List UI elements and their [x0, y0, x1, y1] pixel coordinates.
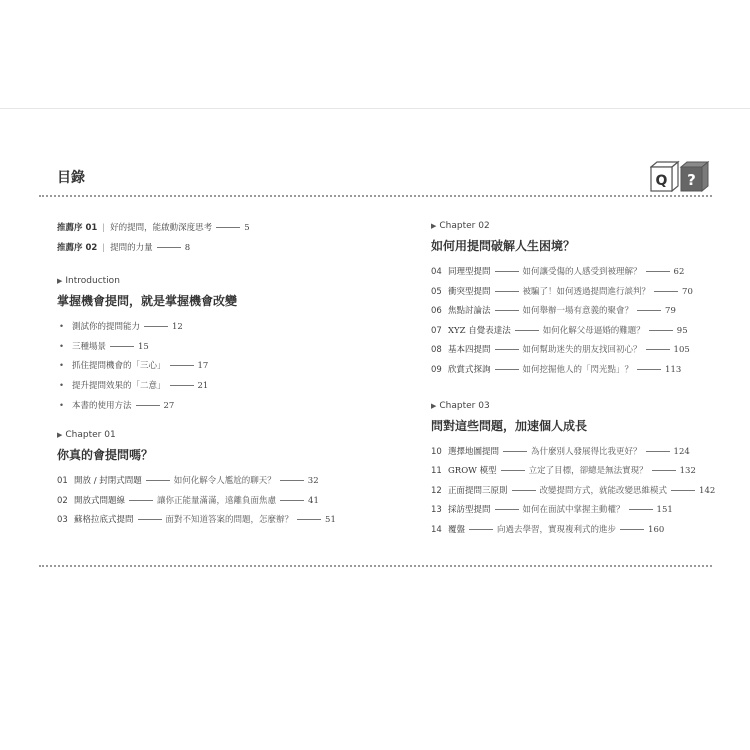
leader-line [280, 500, 304, 501]
entry-subtitle: 如何化解父母逼婚的難題？ [542, 325, 645, 336]
qa-cube-logo [650, 160, 710, 192]
entry-subtitle: 被騙了！如何透過提問進行談判？ [522, 286, 651, 297]
leader-line [646, 349, 670, 350]
entry-number: 04 [431, 267, 442, 277]
page-number: 105 [673, 345, 690, 356]
leader-line [637, 310, 661, 311]
entry-subtitle: 為什麼別人發展得比我更好？ [531, 446, 642, 457]
page-number: 51 [325, 515, 336, 526]
entry-name: 同理型提問 [448, 267, 491, 277]
leader-line [469, 529, 493, 530]
entry-name: GROW 模型 [448, 466, 497, 477]
leader-line [649, 330, 673, 331]
leader-line [495, 291, 519, 292]
page-number: 62 [673, 267, 685, 277]
footer-dotted-divider [39, 565, 712, 567]
entry-number: 03 [57, 515, 68, 526]
page-number: 124 [673, 446, 690, 457]
chapter-entry[interactable] [431, 521, 750, 541]
page-number: 70 [682, 286, 693, 297]
leader-line [216, 227, 240, 228]
leader-line [136, 405, 160, 406]
entry-subtitle: 如何化解令人尷尬的聊天？ [173, 476, 276, 487]
entry-number: 06 [431, 306, 442, 317]
page-number: 160 [648, 524, 665, 535]
entry-number: 12 [431, 485, 442, 496]
entry-name: 選擇地圖提問 [448, 446, 500, 457]
entry-number: 02 [57, 495, 68, 506]
leader-line [495, 349, 519, 350]
leader-line [170, 385, 194, 386]
leader-line [637, 369, 661, 370]
page-number: 12 [172, 322, 183, 333]
intro-entry[interactable] [57, 318, 377, 338]
leader-line [495, 509, 519, 510]
page-number: 113 [665, 364, 682, 375]
page-number: 151 [656, 505, 673, 516]
leader-line [297, 519, 321, 520]
chapter-title[interactable]: 問對這些問題，加速個人成長 [431, 418, 588, 433]
leader-line [495, 310, 519, 311]
entry-number: 08 [431, 345, 442, 356]
chapter-label: ▶ Chapter 01 [57, 430, 116, 441]
preface-label: 推薦序 02 [57, 242, 98, 253]
preface-label: 推薦序 01 [57, 223, 98, 233]
bullet-dot-icon: • [59, 341, 65, 352]
entry-name: 焦點討論法 [448, 306, 491, 317]
intro-entry[interactable] [57, 338, 377, 358]
leader-line [512, 490, 536, 491]
page-number: 95 [676, 325, 688, 336]
entry-subtitle: 改變提問方式，就能改變思維模式 [539, 485, 668, 496]
entry-name: 開放式問題線 [74, 495, 126, 506]
chapter-entry[interactable] [57, 511, 377, 531]
entry-title: 本書的使用方法 [72, 400, 132, 411]
leader-line [495, 271, 519, 272]
chapter-entry[interactable] [431, 361, 750, 381]
entry-subtitle: 如何在面試中掌握主動權？ [522, 505, 625, 516]
triangle-bullet-icon: ▶ [57, 431, 63, 440]
bullet-dot-icon: • [59, 322, 65, 333]
entry-subtitle: 向過去學習，實現複利式的進步 [497, 524, 617, 535]
intro-entry[interactable] [57, 397, 377, 417]
preface-entry[interactable] [57, 239, 377, 259]
leader-line [280, 480, 304, 481]
chapter-title[interactable]: 你真的會提問嗎？ [57, 448, 154, 463]
section-label: ▶ Introduction [57, 276, 120, 287]
entry-subtitle: 如何舉辦一場有意義的聚會？ [522, 306, 634, 317]
page-number: 41 [308, 495, 319, 506]
preface-title: 好的提問，能啟動深度思考 [110, 223, 213, 233]
leader-line [129, 500, 153, 501]
question-cube-icon [681, 162, 708, 191]
page-number: 27 [163, 400, 175, 411]
page-number: 8 [184, 242, 191, 253]
chapter-entry[interactable] [431, 341, 750, 361]
chapter-label: ▶ Chapter 03 [431, 400, 490, 411]
page-number: 15 [138, 341, 149, 352]
leader-line [515, 330, 539, 331]
intro-entry[interactable] [57, 357, 377, 377]
leader-line [620, 529, 644, 530]
preface-entry[interactable] [57, 219, 377, 239]
entry-subtitle: 如何讓受傷的人感受到被理解？ [522, 267, 642, 277]
leader-line [495, 369, 519, 370]
leader-line [671, 490, 695, 491]
entry-number: 09 [431, 364, 442, 375]
chapter-entry[interactable] [431, 302, 750, 322]
entry-name: 正面提問三原則 [448, 485, 508, 496]
page-number: 142 [699, 485, 716, 496]
question-cube-side [702, 162, 708, 191]
triangle-bullet-icon: ▶ [431, 222, 437, 230]
entry-name: 衝突型提問 [448, 286, 491, 297]
leader-line [157, 247, 181, 248]
entry-name: 開放 / 封閉式問題 [74, 476, 142, 487]
page-number: 21 [197, 380, 209, 391]
page-number: 5 [244, 223, 250, 233]
entry-number: 01 [57, 476, 68, 487]
entry-number: 10 [431, 446, 442, 457]
entry-title: 測試你的提問能力 [72, 322, 141, 333]
entry-title: 三種場景 [72, 341, 107, 352]
triangle-bullet-icon: ▶ [431, 401, 437, 410]
leader-line [629, 509, 653, 510]
leader-line [652, 470, 676, 471]
leader-line [654, 291, 678, 292]
leader-line [646, 271, 670, 272]
page-number: 17 [197, 361, 209, 372]
preface-title: 提問的力量 [110, 242, 153, 253]
entry-name: 蘇格拉底式提問 [74, 515, 134, 526]
entry-name: 採訪型提問 [448, 505, 491, 516]
q-cube-icon [651, 162, 678, 191]
intro-entry[interactable] [57, 377, 377, 397]
entry-title: 提升提問效果的「二意」 [72, 380, 166, 391]
entry-name: 覆盤 [448, 524, 466, 535]
bullet-dot-icon: • [59, 400, 65, 411]
leader-line [110, 346, 134, 347]
header-dotted-divider [39, 195, 712, 197]
chapter-entry[interactable] [431, 322, 750, 342]
chapter-entry[interactable] [431, 501, 750, 521]
separator-bar: | [102, 242, 106, 253]
toc-right-column [431, 219, 750, 541]
bullet-dot-icon: • [59, 361, 65, 372]
leader-line [138, 519, 162, 520]
chapter-title[interactable]: 如何用提問破解人生困境？ [431, 239, 576, 253]
page-title: 目錄 [57, 170, 85, 186]
chapter-entry[interactable] [431, 462, 750, 482]
chapter-entry[interactable] [431, 443, 750, 463]
entry-subtitle: 如何幫助迷失的朋友找回初心？ [522, 345, 642, 356]
leader-line [146, 480, 170, 481]
bullet-dot-icon: • [59, 380, 65, 391]
chapter-entry[interactable] [431, 263, 750, 283]
chapter-label: ▶ Chapter 02 [431, 221, 490, 231]
triangle-bullet-icon: ▶ [57, 277, 63, 286]
toc-left-column [57, 219, 377, 531]
chapter-entry[interactable] [57, 472, 377, 492]
chapter-entry[interactable] [431, 283, 750, 303]
question-mark: ? [687, 171, 696, 189]
chapter-entry[interactable] [431, 482, 750, 502]
entry-number: 13 [431, 505, 442, 516]
top-divider [0, 108, 750, 109]
entry-name: 基本四提問 [448, 345, 491, 356]
q-cube-side [672, 162, 678, 191]
page-number: 32 [307, 476, 319, 487]
section-title[interactable]: 掌握機會提問，就是掌握機會改變 [57, 294, 238, 309]
entry-number: 14 [431, 524, 442, 535]
chapter-entry[interactable] [57, 492, 377, 512]
entry-subtitle: 讓你正能量滿滿，遠離負面焦慮 [157, 495, 277, 506]
entry-number: 07 [431, 325, 442, 336]
entry-name: XYZ 自覺表達法 [448, 325, 511, 336]
leader-line [646, 451, 670, 452]
entry-name: 欣賞式探詢 [448, 364, 491, 375]
q-letter: Q [655, 173, 668, 189]
entry-title: 抓住提問機會的「三心」 [72, 361, 166, 372]
page-number: 79 [665, 306, 676, 317]
entry-subtitle: 面對不知道答案的問題，怎麼辦？ [165, 515, 294, 526]
entry-subtitle: 如何挖掘他人的「閃光點」？ [522, 364, 634, 375]
entry-subtitle: 立定了目標，卻總是無法實現？ [528, 466, 648, 477]
leader-line [144, 326, 168, 327]
entry-number: 05 [431, 286, 442, 297]
leader-line [170, 365, 194, 366]
page-number: 132 [679, 466, 696, 477]
leader-line [501, 470, 525, 471]
entry-number: 11 [431, 466, 442, 477]
leader-line [503, 451, 527, 452]
separator-bar: | [102, 223, 106, 233]
